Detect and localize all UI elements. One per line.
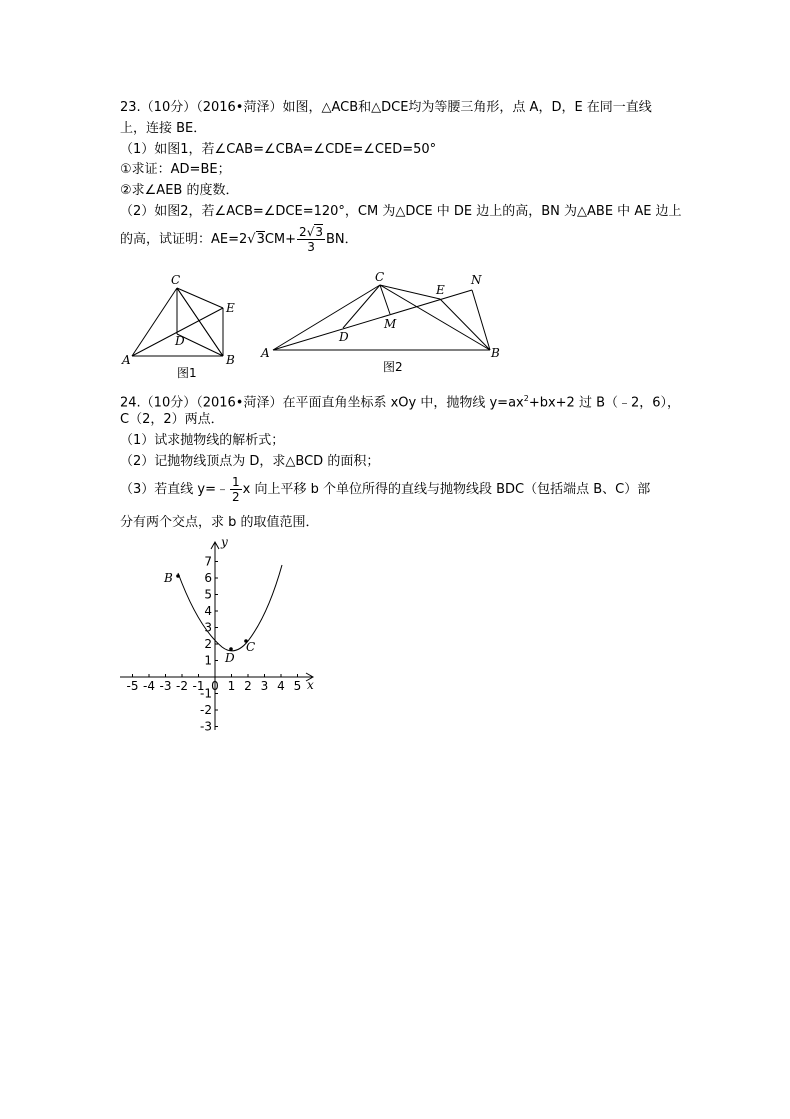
x-tick-label: -5: [126, 679, 139, 693]
figure-1: [115, 270, 250, 382]
y-tick-label: -2: [200, 703, 212, 717]
x-tick-label: 0: [211, 679, 219, 693]
fig2-label-A: A: [261, 346, 270, 360]
x-tick-label: 2: [244, 679, 252, 693]
fig1-caption: 图1: [177, 366, 197, 380]
q23-part2-mid: CM+: [264, 232, 297, 247]
point-B: [176, 574, 180, 578]
q24-part2: （2）记抛物线顶点为 D，求△BCD 的面积；: [120, 454, 380, 469]
y-tick-label: 5: [204, 587, 212, 602]
parabola-curve: [178, 565, 282, 651]
x-tick-label: -2: [176, 679, 188, 693]
fig2-label-E: E: [436, 283, 445, 297]
q23-part1: （1）如图1，若∠CAB=∠CBA=∠CDE=∠CED=50°: [120, 142, 437, 157]
fig2-label-B: B: [491, 346, 500, 360]
q24-fraction: [230, 475, 242, 504]
fig2-label-D: D: [339, 330, 349, 344]
fig2-seg-CD: [343, 285, 380, 328]
label-B: B: [164, 571, 173, 585]
q23-frac-sqrt: 3: [315, 225, 323, 239]
q24-part3-post: x 向上平移 b 个单位所得的直线与抛物线段 BDC（包括端点 B、C）部: [242, 482, 651, 497]
fig1-label-B: B: [226, 353, 235, 367]
fig2-label-M: M: [384, 317, 397, 331]
y-tick-label: 3: [204, 620, 212, 635]
q23-title-cont: 上，连接 BE．: [120, 121, 207, 136]
y-tick-label: -3: [200, 719, 212, 734]
x-tick-label: 1: [227, 679, 236, 693]
q23-part2-formula: [120, 224, 358, 256]
y-axis-label: y: [221, 535, 228, 549]
q23-fraction: $\frac{2√3}{3}$: [299, 225, 323, 254]
q23-part2: （2）如图2，若∠ACB=∠DCE=120°，CM 为△DCE 中 DE 边上的高，BN 为△ABE 中 AE 边上: [120, 204, 682, 219]
y-tick-label: 6: [204, 571, 212, 585]
x-tick-label: 3: [260, 679, 269, 693]
q24-title-post: +bx+2 过 B（﹣2，6），: [528, 395, 681, 411]
q23-part1b: ②求∠AEB 的度数．: [120, 183, 239, 198]
q23-frac-den: 3: [307, 240, 315, 254]
x-tick-label: 4: [277, 679, 285, 693]
q23-sqrt1: 3: [256, 232, 265, 247]
fig2-seg-AC: [273, 285, 380, 350]
q24-part3-cont: 分有两个交点，求 b 的取值范围．: [120, 515, 319, 530]
y-tick-label: 1: [204, 653, 212, 668]
y-tick-label: 7: [204, 554, 212, 569]
q24-title-cont: C（2，2）两点．: [120, 412, 224, 427]
q24-title-pre: 24.（10分）（2016•菏泽）在平面直角坐标系 xOy 中，抛物线 y=ax: [120, 395, 524, 411]
q24-part3-pre: （3）若直线 y=﹣: [120, 482, 229, 497]
q23-part2-post: BN．: [325, 232, 358, 247]
fig1-label-E: E: [226, 301, 235, 315]
x-tick-label: 5: [293, 679, 302, 693]
fig2-label-N: N: [471, 273, 482, 287]
fig1-label-C: C: [171, 273, 181, 287]
x-tick-label: -4: [143, 679, 155, 693]
q24-frac-den: 2: [232, 490, 240, 504]
fig2-seg-CE: [380, 285, 440, 299]
fig1-label-D: D: [175, 334, 185, 348]
y-tick-label: -1: [200, 686, 212, 701]
x-tick-label: -1: [192, 679, 205, 693]
fig1-label-A: A: [122, 353, 131, 367]
coordinate-graph: [110, 535, 325, 735]
q24-part3: [120, 474, 650, 506]
y-tick-label: 2: [204, 637, 212, 651]
fig2-label-C: C: [375, 270, 385, 284]
y-tick-label: 4: [204, 604, 212, 618]
label-D: D: [225, 651, 235, 665]
x-axis-label: x: [307, 678, 314, 692]
q24-frac-num: 1: [232, 475, 240, 489]
fig1-seg-AC: [132, 288, 177, 356]
q23-part1a: ①求证：AD=BE；: [120, 162, 231, 177]
fig2-seg-CM: [380, 285, 390, 314]
x-tick-label: -3: [159, 679, 172, 693]
fig2-caption: 图2: [383, 360, 403, 374]
label-C: C: [246, 640, 256, 654]
figure-2: [255, 268, 515, 380]
sqrt-symbol: √: [247, 232, 256, 247]
q24-part1: （1）试求抛物线的解析式；: [120, 433, 285, 448]
q23-frac-coef: 2: [299, 225, 307, 239]
q23-title: 23.（10分）（2016•菏泽）如图，△ACB和△DCE均为等腰三角形，点 A，D，E 在同一直线: [120, 100, 652, 115]
fig2-seg-AN: [273, 290, 472, 350]
q23-part2-pre: 的高，试证明：AE=2: [120, 232, 248, 247]
q24-title-sup: 2: [523, 394, 529, 403]
